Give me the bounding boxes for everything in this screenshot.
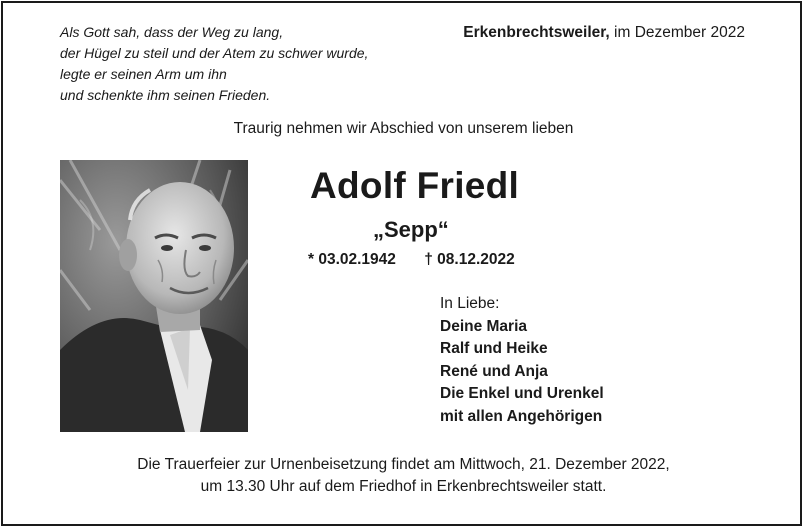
date: im Dezember 2022 [614, 24, 745, 41]
service-line: Die Trauerfeier zur Urnenbeisetzung findet am Mittwoch, 21. Dezember 2022, [137, 456, 670, 473]
memorial-poem [60, 22, 368, 106]
place-and-date [463, 22, 745, 43]
intro-text: Traurig nehmen wir Abschied von unserem lieben [233, 120, 574, 137]
deceased-name: Adolf Friedl [310, 165, 520, 206]
mourner-name: mit allen Angehörigen [440, 407, 603, 425]
deceased-nickname: „Sepp“ [373, 217, 449, 242]
service-line: um 13.30 Uhr auf dem Friedhof in Erkenbrechtsweiler statt. [200, 478, 607, 495]
mourner-name: Ralf und Heike [440, 340, 548, 358]
poem-line: und schenkte ihm seinen Frieden. [60, 87, 271, 103]
poem-line: der Hügel zu steil und der Atem zu schwer wurde, [60, 45, 369, 61]
portrait-photo [60, 160, 248, 432]
mourner-name: Deine Maria [440, 317, 528, 335]
service-notice [0, 454, 807, 498]
death-date: † 08.12.2022 [424, 251, 515, 268]
mourner-name: René und Anja [440, 362, 548, 380]
mourner-name: Die Enkel und Urenkel [440, 385, 604, 403]
birth-date: * 03.02.1942 [308, 251, 396, 268]
poem-line: legte er seinen Arm um ihn [60, 66, 227, 82]
place: Erkenbrechtsweiler, [463, 24, 610, 41]
poem-line: Als Gott sah, dass der Weg zu lang, [60, 24, 284, 40]
life-dates [308, 249, 515, 271]
mourners-lead: In Liebe: [440, 295, 500, 312]
mourners-list [440, 293, 604, 429]
